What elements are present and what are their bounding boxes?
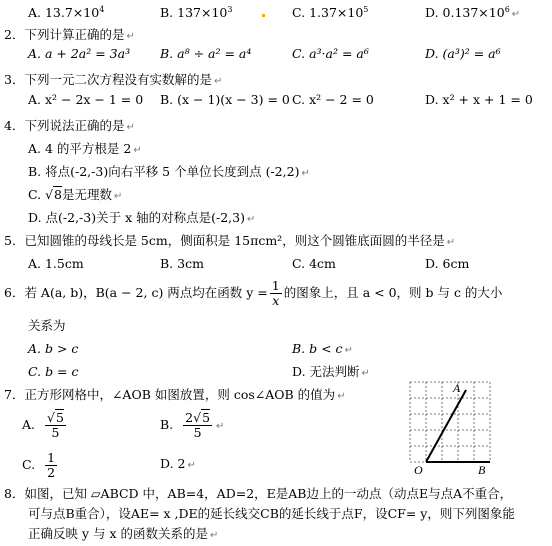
q7-option-c: C. $\frac{1}{2}$ [22,450,56,480]
q2-stem: 2．下列计算正确的是 ↵ [4,27,135,42]
q2-option-a: A. a + 2a² = 3a³ [28,46,131,61]
q6-option-b: B. b < c ↵ [292,341,353,356]
q6-fraction: $\frac{1}{x}$ [271,278,280,308]
q6-stem-continued: 关系为 [28,318,66,333]
q3-option-c: C. x² − 2 = 0 [292,92,374,107]
q5-option-b: B. 3cm [160,256,204,271]
q8-stem-line2: 可与点B重合），设AE= x ,DE的延长线交CB的延长线于点F，设CF= y，则下列图象能 [28,506,515,521]
q4-option-a: A. 4 的平方根是 2 ↵ [28,141,142,156]
q7-option-d: D. 2 ↵ [160,456,196,471]
q4-option-b: B. 将点(-2,-3)向右平移 5 个单位长度到点 (-2,2) ↵ [28,164,310,179]
q5-option-c: C. 4cm [292,256,336,271]
q1-option-a: A. $13.7\times 10^4$ [28,4,105,20]
q2-option-b: B. a⁸ ÷ a² = a⁴ [160,46,252,61]
q6-option-a: A. b > c [28,341,79,356]
q7-stem: 7．正方形网格中，∠AOB 如图放置，则 cos∠AOB 的值为 ↵ [4,387,346,402]
q4-option-c: C. √8是无理数 ↵ [28,187,123,202]
q3-option-d: D. x² + x + 1 = 0 [425,92,533,107]
q1-option-d: D. $0.137\times 10^6$ ↵ [425,4,521,20]
q7-label-o: O [414,463,423,477]
q1-option-b: B. $137\times 10^3$ [160,4,233,20]
q8-stem-line3: 正确反映 y 与 x 的函数关系的是 ↵ [28,526,219,541]
q3-stem: 3．下列一元二次方程没有实数解的是 ↵ [4,72,223,87]
q7-grid-figure [404,380,504,480]
q7-option-a: A. $\frac{√5}{5}$ [22,410,64,440]
q5-option-d: D. 6cm [425,256,470,271]
q7-ray-oa [426,390,466,462]
q2-option-c: C. a³·a² = a⁶ [292,46,369,61]
q4-stem: 4．下列说法正确的是 ↵ [4,118,135,133]
stray-dot [262,14,265,17]
q7-option-b: B. $\frac{2√5}{5}$ ↵ [160,410,225,440]
q5-stem: 5．已知圆锥的母线长是 5cm，侧面积是 15πcm²，则这个圆锥底面圆的半径是 ↵ [4,233,456,248]
q6-stem: 6．若 A(a, b)，B(a − 2, c) 两点均在函数 y = $\frac{1}{x}$ 的图象上，且 a < 0，则 b 与 c 的大小 [4,278,503,308]
q3-option-b: B. (x − 1)(x − 3) = 0 [160,92,290,107]
q7-label-b: B [478,463,486,477]
q7-label-a: A [453,381,461,395]
q8-stem-line1: 8．如图，已知 ▱ABCD 中，AB=4，AD=2，E是AB边上的一动点（动点E与点A不重合， [4,486,513,501]
q6-option-d: D. 无法判断 ↵ [292,364,370,379]
q3-option-a: A. x² − 2x − 1 = 0 [28,92,144,107]
q2-option-d: D. (a³)² = a⁶ [425,46,501,61]
q4-option-d: D. 点(-2,-3)关于 x 轴的对称点是(-2,3) ↵ [28,210,256,225]
q6-option-c: C. b = c [28,364,79,379]
q5-option-a: A. 1.5cm [28,256,84,271]
q1-option-c: C. $1.37\times 10^5$ [292,4,369,20]
